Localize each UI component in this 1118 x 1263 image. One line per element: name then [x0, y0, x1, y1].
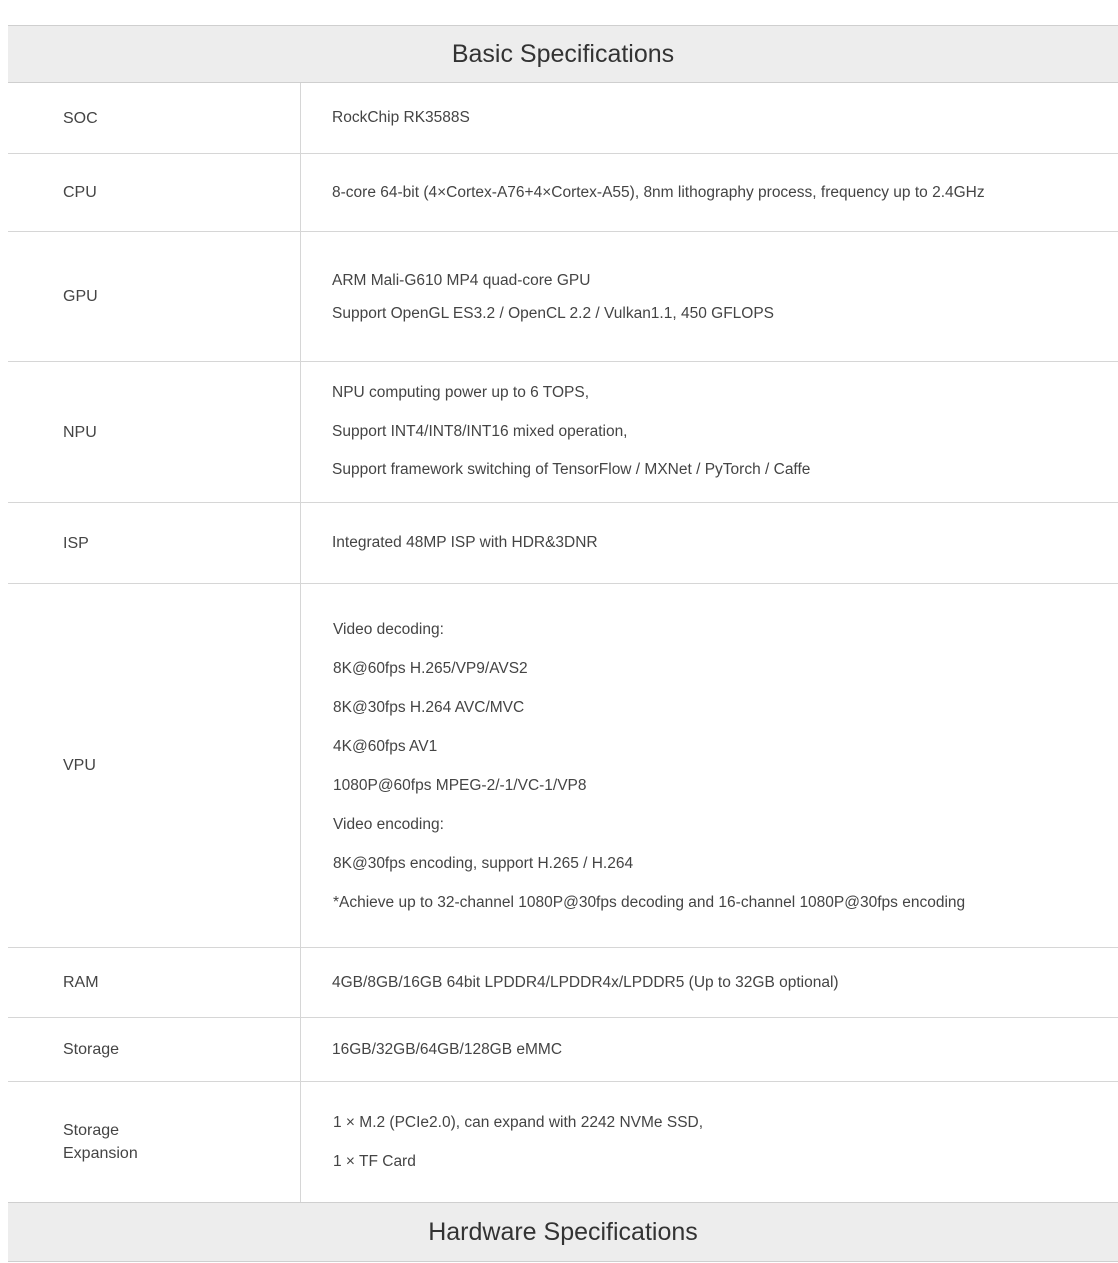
spec-row-gpu — [8, 232, 1118, 362]
spec-value — [301, 948, 1118, 1017]
spec-value-line: 8-core 64-bit (4×Cortex-A76+4×Cortex-A55), 8nm lithography process, frequency up to 2.4GHz — [332, 183, 985, 201]
spec-table — [8, 83, 1118, 1202]
spec-label: Storage Expansion — [8, 1082, 301, 1202]
spec-row-storage-expansion — [8, 1082, 1118, 1202]
spec-value-line: 16GB/32GB/64GB/128GB eMMC — [332, 1040, 563, 1058]
spec-label: CPU — [8, 154, 301, 231]
spec-row-storage — [8, 1018, 1118, 1082]
spec-value-line: Video decoding: — [333, 620, 444, 638]
spec-value-line: 1 × TF Card — [333, 1153, 416, 1170]
spec-value-line: Support OpenGL ES3.2 / OpenCL 2.2 / Vulkan1.1, 450 GFLOPS — [332, 304, 775, 322]
spec-label: GPU — [8, 232, 301, 361]
spec-value-line: 4GB/8GB/16GB 64bit LPDDR4/LPDDR4x/LPDDR5 (Up to 32GB optional) — [332, 973, 839, 991]
spec-value-line: Video encoding: — [333, 815, 444, 833]
hardware-specifications-header: Hardware Specifications — [8, 1202, 1118, 1262]
spec-value-line: ARM Mali-G610 MP4 quad-core GPU — [332, 271, 591, 289]
spec-value — [301, 83, 1118, 153]
spec-value — [301, 1082, 1118, 1202]
spec-value-line: 1 × M.2 (PCIe2.0), can expand with 2242 NVMe SSD, — [333, 1114, 704, 1131]
basic-specifications-header: Basic Specifications — [8, 25, 1118, 83]
spec-value-line: *Achieve up to 32-channel 1080P@30fps decoding and 16-channel 1080P@30fps encoding — [333, 893, 966, 911]
spec-label: RAM — [8, 948, 301, 1017]
spec-value-line: 4K@60fps AV1 — [333, 737, 438, 755]
spec-row-npu — [8, 362, 1118, 503]
spec-label: SOC — [8, 83, 301, 153]
spec-page — [8, 25, 1118, 1262]
spec-value-line: 8K@30fps encoding, support H.265 / H.264 — [333, 854, 634, 872]
spec-label: NPU — [8, 362, 301, 502]
spec-value — [301, 154, 1118, 231]
spec-label: VPU — [8, 584, 301, 947]
spec-row-vpu — [8, 584, 1118, 948]
spec-row-isp — [8, 503, 1118, 584]
spec-value — [301, 584, 1118, 947]
spec-value-line: NPU computing power up to 6 TOPS, — [332, 384, 590, 402]
spec-row-cpu — [8, 154, 1118, 232]
spec-value-line: RockChip RK3588S — [332, 109, 470, 126]
spec-label: ISP — [8, 503, 301, 583]
spec-value-line: Support framework switching of TensorFlow / MXNet / PyTorch / Caffe — [332, 461, 811, 479]
spec-value-line: 8K@30fps H.264 AVC/MVC — [333, 698, 525, 716]
spec-value-line: 1080P@60fps MPEG-2/-1/VC-1/VP8 — [333, 776, 587, 794]
spec-value — [301, 232, 1118, 361]
spec-row-soc — [8, 83, 1118, 154]
spec-value-line: 8K@60fps H.265/VP9/AVS2 — [333, 659, 528, 677]
spec-value-line: Support INT4/INT8/INT16 mixed operation, — [332, 422, 628, 440]
spec-row-ram — [8, 948, 1118, 1018]
spec-value — [301, 1018, 1118, 1081]
spec-value-line: Integrated 48MP ISP with HDR&3DNR — [332, 534, 598, 551]
spec-value — [301, 362, 1118, 502]
spec-value — [301, 503, 1118, 583]
spec-label: Storage — [8, 1018, 301, 1081]
